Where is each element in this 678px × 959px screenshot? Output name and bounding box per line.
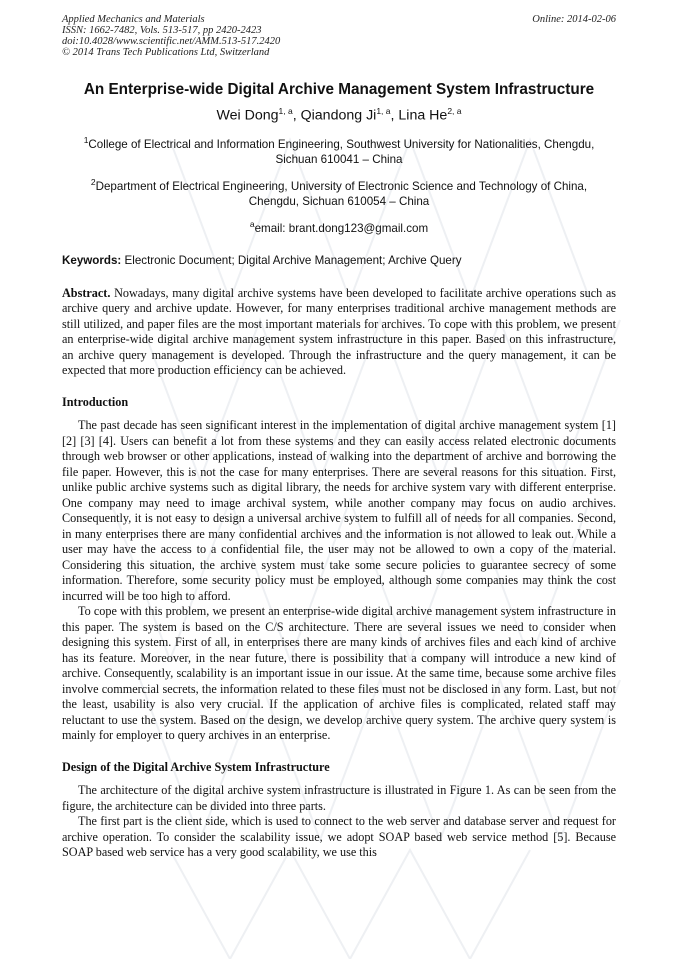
body-paragraph: The architecture of the digital archive system infrastructure is illustrated in Figure 1. As can be seen from the figure, the architecture can be divided into three parts.: [62, 783, 616, 813]
affiliation-line: Chengdu, Sichuan 610054 – China: [248, 195, 430, 209]
affiliation-mark: 1: [83, 134, 89, 145]
online-date: Online: 2014-02-06: [532, 14, 616, 25]
section-heading-design: Design of the Digital Archive System Infrastructure: [62, 759, 330, 774]
paper-title: An Enterprise-wide Digital Archive Management System Infrastructure: [83, 81, 595, 98]
abstract-text: Nowadays, many digital archive systems have been developed to facilitate archive operations such as archive query and archive update. However, for many enterprises traditional archive management methods are still utilized, and paper files are the most important materials for archives. To cope with this problem, we present an enterprise-wide digital archive management system infrastructure in this paper. Based on this infrastructure, an archive query management is developed. Through the infrastructure and the query management, it can be expected that more production efficiency can be achieved.: [62, 285, 616, 378]
journal-issn: ISSN: 1662-7482, Vols. 513-517, pp 2420-2423: [62, 25, 262, 36]
author-name: Lina He: [398, 107, 448, 124]
journal-copyright: © 2014 Trans Tech Publications Ltd, Switzerland: [62, 47, 270, 58]
keywords-text: Electronic Document; Digital Archive Management; Archive Query: [124, 253, 462, 267]
body-paragraph: The past decade has seen significant interest in the implementation of digital archive management system [1] [2] [3] [4]. Users can benefit a lot from these systems and they can easily access related electronic documents through web browser or other applications, instead of walking into the department of archive and borrowing the file paper. However, this is not the case for many enterprises. There are several reasons for this situation. First, unlike public archive systems such as digital library, the needs for archive system vary with different enterprise. One company may need to image archival system, while another company may focus on audio archives. Consequently, it is not easy to design a universal archive system to fulfill all of needs for all companies. Second, in many enterprises there are many confidential archives and the information is not allowed to leak out. While a user may have the access to a confidential file, the user may not be allowed to own a copy of the material. Considering this situation, the archive system must take some secure policies to guarantee secrecy of some information. Therefore, some security policy must be employed, although some companies may think the cost incurred will be too high to afford.: [62, 418, 616, 603]
email-text: email: brant.dong123@gmail.com: [254, 221, 429, 235]
email-mark: a: [249, 218, 255, 229]
keywords-label: Keywords:: [62, 253, 122, 267]
affiliation-1: [62, 133, 616, 168]
body-paragraph: To cope with this problem, we present an enterprise-wide digital archive management system infrastructure in this paper. The system is based on the C/S architecture. There are several issues we need to consider when designing this system. First of all, in enterprises there are many kinds of archives files and each kind of archive has its feature. Moreover, in the near future, there is possibility that a company will introduce a new kind of archive. Consequently, scalability is an important issue in our issue. At the same time, because some archive files involve commercial secrets, the information related to these files must not be disclosed in any form. Last, but not the least, usability is also very crucial. If the application of archive files is complicated, related staff may reluctant to use the system. Based on the design, we develop archive query system. The archive query system is mainly for employer to query archives in an enterprise.: [62, 604, 616, 743]
affiliation-line: Sichuan 610041 – China: [275, 153, 403, 167]
author-list: Wei Dong$^{1, a}$, Qiandong Ji$^{1, a}$, Lina He$^{2, a}$: [216, 106, 462, 124]
affiliation-line: Department of Electrical Engineering, University of Electronic Science and Technology of China,: [95, 179, 588, 193]
author-name: Wei Dong: [216, 107, 279, 124]
body-paragraph: The first part is the client side, which is used to connect to the web server and database server and request for archive operation. To consider the scalability issue, we adopt SOAP based web service method [5]. Because SOAP based web service has a very good scalability, we use this: [62, 814, 616, 860]
author-affiliation-mark: 2, a: [447, 106, 462, 116]
author-affiliation-mark: 1, a: [376, 106, 391, 116]
journal-header: [62, 14, 616, 58]
journal-doi: doi:10.4028/www.scientific.net/AMM.513-517.2420: [62, 36, 281, 47]
affiliation-2: [62, 175, 616, 210]
author-affiliation-mark: 1, a: [278, 106, 293, 116]
keywords: [62, 253, 616, 268]
abstract-label: Abstract.: [62, 285, 111, 300]
section-heading-introduction: Introduction: [62, 394, 129, 409]
affiliation-line: College of Electrical and Information Engineering, Southwest University for Nationalities, Chengdu,: [88, 137, 595, 151]
abstract: [62, 286, 616, 379]
paper-content: [62, 80, 616, 861]
affiliation-mark: 2: [90, 176, 96, 187]
journal-name: Applied Mechanics and Materials: [62, 14, 205, 25]
author-name: Qiandong Ji: [300, 107, 377, 124]
contact-email: [62, 217, 616, 236]
